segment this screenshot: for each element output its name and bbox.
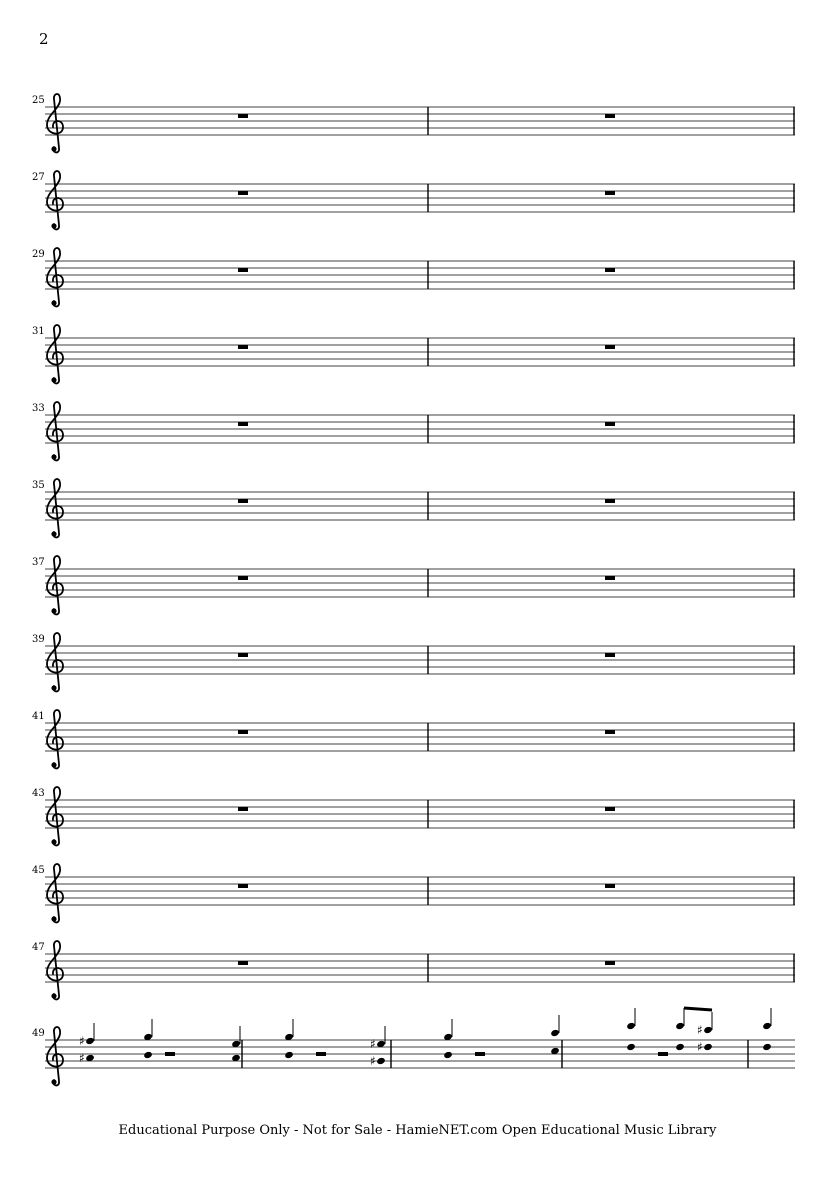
treble-clef-icon: [47, 94, 63, 152]
staff-system: [30, 95, 810, 167]
staff-system: [30, 865, 810, 937]
sharp-icon: ♯: [697, 1040, 703, 1054]
whole-rest-icon: [238, 422, 248, 426]
footer-text: Educational Purpose Only - Not for Sale - HamieNET.com Open Educational Music Library: [118, 1123, 717, 1138]
staff-system: [30, 1023, 810, 1100]
page-number: 2: [39, 30, 49, 48]
whole-rest-icon: [605, 961, 615, 965]
note-head: [675, 1022, 685, 1030]
treble-clef-icon: [47, 248, 63, 306]
measure-number: 45: [32, 865, 45, 876]
measure-number: 31: [32, 326, 45, 337]
whole-rest-icon: [238, 576, 248, 580]
whole-rest-icon: [238, 191, 248, 195]
treble-clef-icon: [47, 325, 63, 383]
beam: [684, 1008, 712, 1010]
note-head: [443, 1051, 453, 1059]
staff-system: [30, 942, 810, 1014]
whole-rest-icon: [605, 191, 615, 195]
staff-system: [30, 326, 810, 398]
whole-rest-icon: [238, 807, 248, 811]
staff: [30, 174, 810, 234]
note-head: [703, 1026, 713, 1034]
staff: [30, 97, 810, 157]
staff: [30, 713, 810, 773]
half-rest-icon: [316, 1052, 326, 1056]
whole-rest-icon: [238, 730, 248, 734]
staff: [30, 251, 810, 311]
staff-system: [30, 172, 810, 244]
staff: [30, 1023, 810, 1090]
whole-rest-icon: [238, 653, 248, 657]
measure-number: 35: [32, 480, 45, 491]
sharp-icon: ♯: [697, 1023, 703, 1037]
treble-clef-icon: [47, 941, 63, 999]
whole-rest-icon: [238, 499, 248, 503]
measure-number: 33: [32, 403, 45, 414]
staff-system: [30, 711, 810, 783]
staff: [30, 559, 810, 619]
note-head: [376, 1057, 386, 1065]
whole-rest-icon: [605, 268, 615, 272]
measure-number: 29: [32, 249, 45, 260]
half-rest-icon: [475, 1052, 485, 1056]
staff-system: [30, 634, 810, 706]
staff: [30, 636, 810, 696]
note-head: [143, 1051, 153, 1059]
whole-rest-icon: [605, 422, 615, 426]
whole-rest-icon: [605, 730, 615, 734]
staff-system: [30, 249, 810, 321]
measure-number: 41: [32, 711, 45, 722]
whole-rest-icon: [605, 345, 615, 349]
whole-rest-icon: [238, 961, 248, 965]
staff-system: [30, 557, 810, 629]
note-head: [762, 1022, 772, 1030]
sharp-icon: ♯: [370, 1054, 376, 1068]
whole-rest-icon: [605, 807, 615, 811]
whole-rest-icon: [605, 114, 615, 118]
whole-rest-icon: [605, 576, 615, 580]
measure-number: 27: [32, 172, 45, 183]
staff-system: [30, 480, 810, 552]
staff: [30, 944, 810, 1004]
whole-rest-icon: [238, 268, 248, 272]
measure-number: 49: [32, 1028, 45, 1039]
whole-rest-icon: [238, 345, 248, 349]
note-head: [550, 1029, 560, 1037]
treble-clef-icon: [47, 1027, 63, 1085]
staff-system: [30, 788, 810, 860]
staff: [30, 328, 810, 388]
note-head: [85, 1037, 95, 1045]
note-head: [703, 1043, 713, 1051]
treble-clef-icon: [47, 402, 63, 460]
measure-number: 47: [32, 942, 45, 953]
staff: [30, 790, 810, 850]
half-rest-icon: [658, 1052, 668, 1056]
treble-clef-icon: [47, 171, 63, 229]
note-head: [762, 1043, 772, 1051]
measure-number: 39: [32, 634, 45, 645]
treble-clef-icon: [47, 479, 63, 537]
treble-clef-icon: [47, 633, 63, 691]
treble-clef-icon: [47, 556, 63, 614]
note-head: [626, 1043, 636, 1051]
staff: [30, 482, 810, 542]
staff: [30, 405, 810, 465]
treble-clef-icon: [47, 787, 63, 845]
staff-system: [30, 403, 810, 475]
note-head: [675, 1043, 685, 1051]
whole-rest-icon: [605, 884, 615, 888]
sharp-icon: ♯: [79, 1051, 85, 1065]
staff: [30, 867, 810, 927]
note-head: [626, 1022, 636, 1030]
whole-rest-icon: [605, 653, 615, 657]
whole-rest-icon: [605, 499, 615, 503]
treble-clef-icon: [47, 710, 63, 768]
whole-rest-icon: [238, 884, 248, 888]
sharp-icon: ♯: [370, 1037, 376, 1051]
half-rest-icon: [165, 1052, 175, 1056]
note-head: [284, 1051, 294, 1059]
measure-number: 37: [32, 557, 45, 568]
whole-rest-icon: [238, 114, 248, 118]
treble-clef-icon: [47, 864, 63, 922]
sharp-icon: ♯: [79, 1034, 85, 1048]
measure-number: 43: [32, 788, 45, 799]
measure-number: 25: [32, 95, 45, 106]
